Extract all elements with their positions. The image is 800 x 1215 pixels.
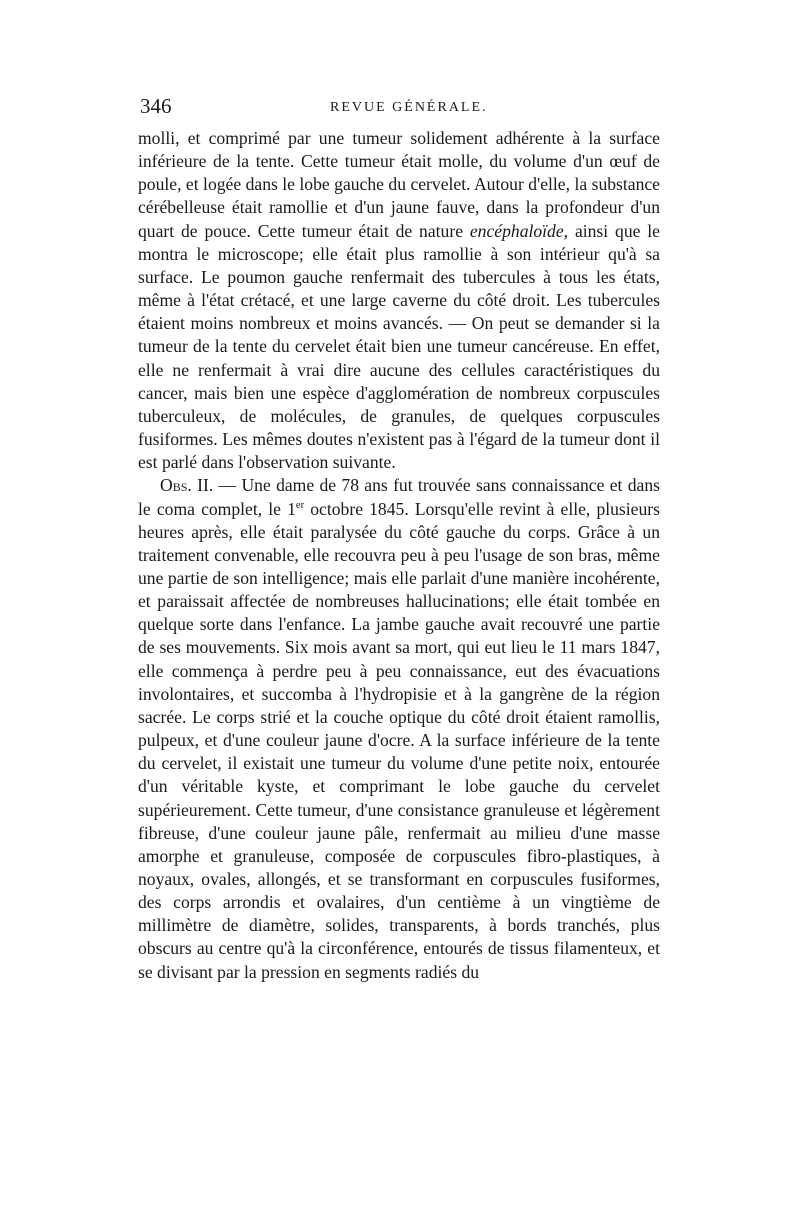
emphasis-encephaloide: encéphaloïde, bbox=[469, 220, 569, 241]
paragraph-obs-2 bbox=[138, 474, 660, 983]
paragraph-1-text-a: molli, et comprimé par une tumeur solidement adhérente à la surface inférieure de la tente. Cette tumeur était molle, du volume d'un œuf de poule, et logée dans le lobe gauche du cervelet. Autour d'elle, la substance cérébelleuse était ramollie et d'un jaune fauve, dans la profondeur d'un quart de pouce. Cette tumeur était de nature bbox=[138, 128, 660, 241]
page-header bbox=[140, 94, 660, 124]
paragraph-2-text-a: — Une dame de 78 ans fut trouvée sans connaissance et dans le coma complet, le 1 bbox=[138, 475, 660, 519]
observation-label: Obs. II. bbox=[160, 475, 214, 496]
page-number: 346 bbox=[140, 94, 172, 118]
body-text bbox=[138, 127, 660, 984]
running-title: REVUE GÉNÉRALE. bbox=[330, 100, 488, 115]
paragraph-2-text-b: octobre 1845. Lorsqu'elle revint à elle, plusieurs heures après, elle était paralysée du côté gauche du corps. Grâce à un traitement convenable, elle recouvra peu à peu l'usage de son bras, même une partie de son intelligence; mais elle parlait d'une manière incohérente, et paraissait affectée de nombreuses hallucinations; elle était tombée en quelque sorte dans l'enfance. La jambe gauche avait recouvré une partie de ses mouvements. Six mois avant sa mort, qui eut lieu le 11 mars 1847, elle commença à perdre peu à peu connaissance, eut des évacuations involontaires, et succomba à l'hydropisie et à la gangrène de la région sacrée. Le corps strié et la couche optique du côté droit étaient ramollis, pulpeux, et d'une couleur jaune d'ocre. A la surface inférieure de la tente du cervelet, il existait une tumeur du volume d'une petite noix, entourée d'un véritable kyste, et comprimant le lobe gauche du cervelet supérieurement. Cette tumeur, d'une consistance granuleuse et légèrement fibreuse, d'une couleur jaune pâle, renfermait au milieu d'une masse amorphe et granuleuse, composée de corpuscules fibro-plastiques, à noyaux, ovales, allongés, et se transformant en corpuscules fusiformes, des corps arrondis et ovalaires, d'un centième à un vingtième de millimètre de diamètre, solides, transparents, à bords tranchés, plus obscurs au centre qu'à la circonférence, entourés de tissus filamenteux, et se divisant par la pression en segments radiés du bbox=[138, 498, 660, 982]
ordinal-superscript: er bbox=[295, 499, 305, 511]
paragraph-1-text-b: ainsi que le montra le microscope; elle était plus ramollie à son intérieur qu'à sa surface. Le poumon gauche renfermait des tubercules à tous les états, même à l'état crétacé, et une large caverne du côté droit. Les tubercules étaient moins nombreux et moins avancés. — On peut se demander si la tumeur de la tente du cervelet était bien une tumeur cancéreuse. En effet, elle ne renfermait à vrai dire aucune des cellules caractéristiques du cancer, mais bien une espèce d'agglomération de nombreux corpuscules tuberculeux, de molécules, de granules, de quelques corpuscules fusiformes. Les mêmes doutes n'existent pas à l'égard de la tumeur dont il est parlé dans l'observation suivante. bbox=[138, 220, 660, 473]
paragraph-1 bbox=[138, 127, 660, 474]
